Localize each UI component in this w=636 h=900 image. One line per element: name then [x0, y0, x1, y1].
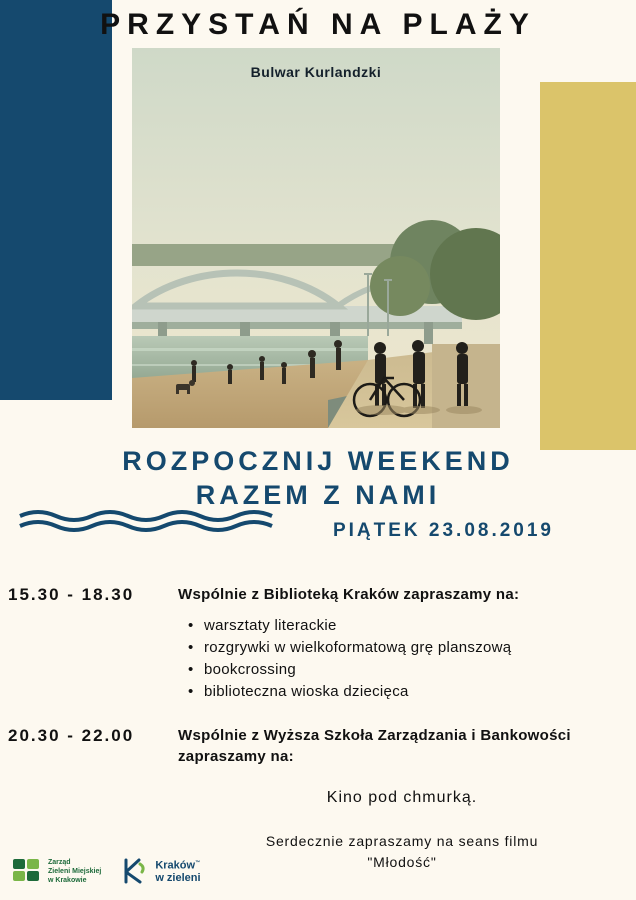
logo-krakow-w-zieleni	[119, 856, 200, 886]
decorative-navy-block	[0, 0, 112, 400]
logo-text	[155, 857, 200, 886]
slot-note	[178, 831, 626, 873]
logo-text	[48, 858, 101, 885]
event-date: PIĄTEK 23.08.2019	[332, 520, 554, 541]
list-item: • warsztaty literackie	[204, 615, 626, 637]
slot-time: 15.30 - 18.30	[8, 585, 135, 604]
schedule-slot	[0, 725, 636, 873]
poster-title: PRZYSTAŃ NA PLAŻY	[100, 8, 536, 41]
logo1-line-2: Zieleni Miejskiej	[48, 867, 102, 875]
logo-zarzad-zieleni-miejskiej	[12, 856, 101, 886]
wave-divider-icon	[16, 508, 306, 536]
headline-line-2: RAZEM Z NAMI	[195, 480, 441, 510]
slot-note-line-2: "Młodość"	[367, 854, 437, 870]
slot-note-line-1: Serdecznie zapraszamy na seans filmu	[265, 833, 539, 849]
slot-feature: Kino pod chmurką.	[326, 789, 478, 806]
slot-body	[178, 725, 626, 873]
logo2-line-1-wrap	[155, 857, 200, 873]
logo2-line-1: Kraków	[155, 859, 196, 872]
list-item: • bookcrossing	[204, 659, 626, 681]
leaf-grid-icon	[12, 856, 42, 886]
slot-heading: Wspólnie z Wyższa Szkoła Zarządzania i Bankowości zapraszamy na:	[178, 727, 571, 765]
decorative-gold-block	[540, 82, 636, 450]
photo-caption: Bulwar Kurlandzki	[250, 64, 382, 80]
slot-heading: Wspólnie z Biblioteką Kraków zapraszamy na:	[178, 586, 520, 603]
photo-beach-bulwar-kurlandzki	[132, 48, 500, 428]
trademark-symbol: ™	[195, 859, 201, 866]
schedule-slot	[0, 584, 636, 703]
list-item: • biblioteczna wioska dziecięca	[204, 681, 626, 703]
logo2-line-2: w zieleni	[155, 872, 201, 885]
footer-logos	[12, 856, 201, 886]
slot-body	[178, 584, 626, 703]
krakow-k-icon	[119, 856, 149, 886]
headline-line-1: ROZPOCZNIJ WEEKEND	[122, 446, 514, 476]
slot-bullet-list	[178, 615, 626, 703]
poster-headline	[0, 444, 636, 512]
list-item: • rozgrywki w wielkoformatową grę planszową	[204, 637, 626, 659]
slot-time: 20.30 - 22.00	[8, 726, 135, 745]
logo1-line-1: Zarząd	[48, 858, 71, 866]
schedule	[0, 584, 636, 873]
logo1-line-3: w Krakowie	[48, 876, 87, 884]
